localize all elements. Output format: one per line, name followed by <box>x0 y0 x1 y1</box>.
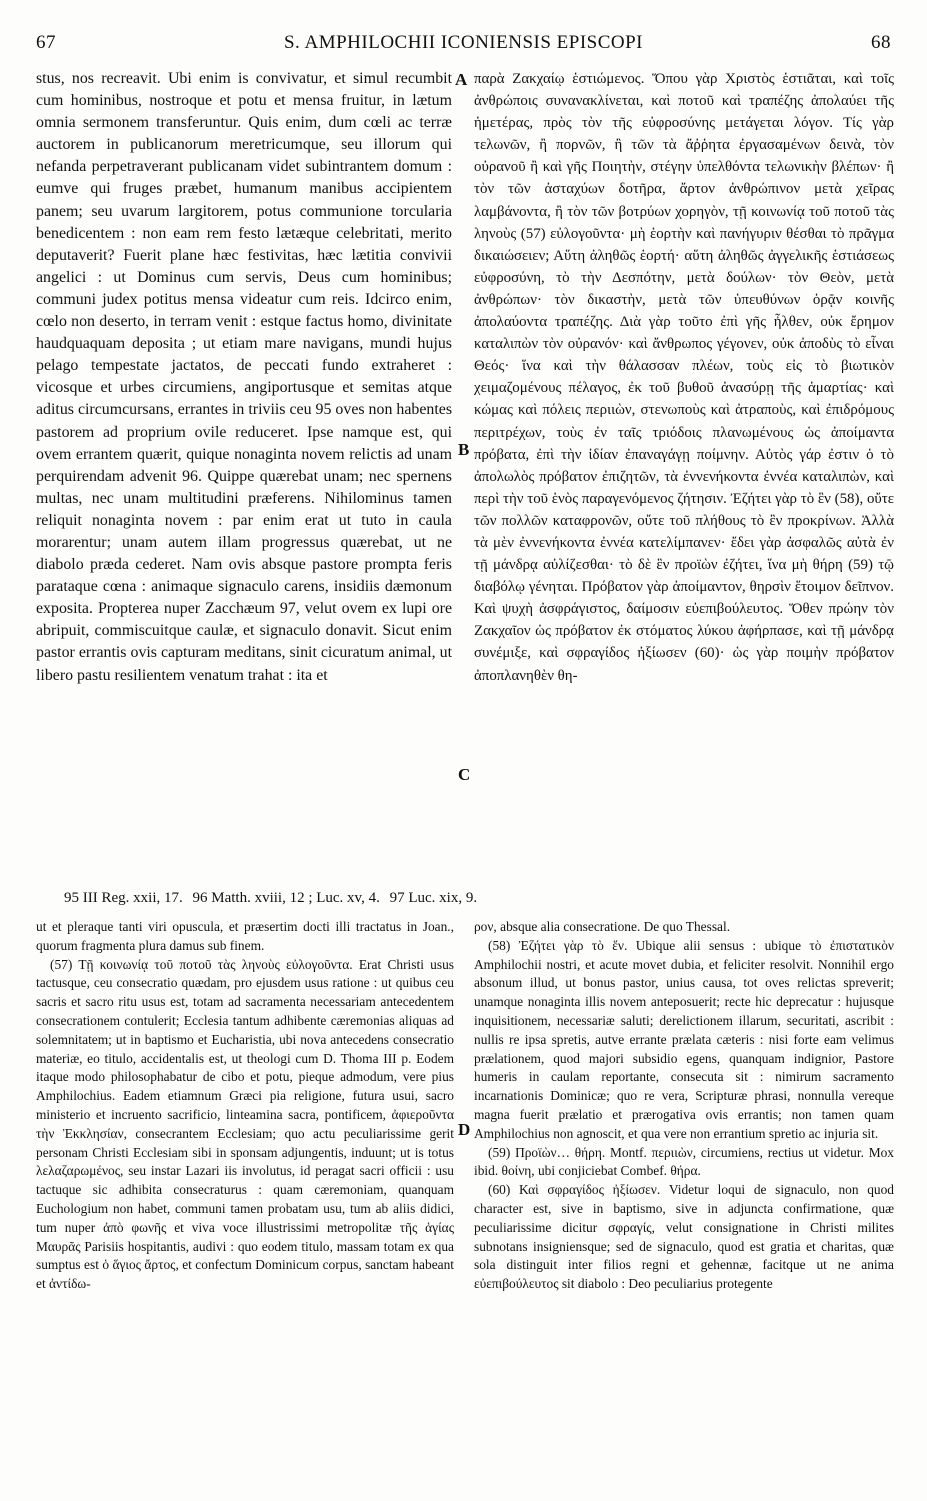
note-continuation-right: ρον, absque alia consecratione. De quo Thessal. <box>474 919 731 934</box>
latin-paragraph: stus, nos recreavit. Ubi enim is convivatur, et simul recumbit cum hominibus, nostroque et potu et mensa fruitur, in lætum omnia sermonem transferuntur. Quis enim, dum cœli ac terræ auctorem in publicanorum meretricumque, seu illorum qui nefanda perpetraverant publicanam videt subintrantem domum : eumve qui fruges præbet, humanum manibus accipientem panem; seu uvarum largitorem, potus communione torcularia benedicentem : non eam rem festo lætæque celebritati, merito deputaverit? Fuerit plane hæc festivitas, hæc lætitia convivii angelici : ut Dominus cum servis, Deus cum hominibus; communi judex potitus mensa videatur cum reis. Idcirco enim, cœlo non deserto, in terram venit : estque factus homo, divinitate haudquaquam deposita ; ut etiam mare navigans, mundi hujus pelago tempestate jactatos, de peccati fundo extraheret : vicosque et urbes circumiens, angiportusque et semitas atque aditus circumcursans, errantes in triviis ceu 95 oves non habentes pastorem ad proprium ovile reduceret. Ipse namque est, qui ovem errantem quærit, quique nonaginta novem relictis ad unam perquirendam advenit 96. Quippe quærebat unam; nec spernens multas, nec unam multitudini præferens. Nihilominus tamen reliquit nonaginta novem : par enim erat ut tuto in caula morarentur; unam autem illam progressus quærebat, ut ne diabolo præda cederet. Nam ovis absque pastore prompta feris parataque cœna : animaque signaculo carens, insidiis dæmonum exposita. Propterea nuper Zacchæum 97, velut ovem ex lupi ore abripuit, commiscuitque caulæ, et signaculo donavit. Sicut enim pastor errantis ovis capturam meditans, sinit cicuratum animal, ut libero pastu resilientem venatum trahat : ita et <box>36 70 452 684</box>
footnote-95: 95 III Reg. xxii, 17. <box>64 890 183 906</box>
note-57: (57) Τῇ κοινωνίᾳ τοῦ ποτοῦ τὰς ληνοὺς εὐλογοῦντα. Erat Christi usus tactusque, ceu consecratio quædam, pro ejusdem usus ratione : ut quibus ceu sacris et sacro ritu usus est, totam ad sacramenta necessariam antecedentem consecrationem contulerit; Ecclesia tantum adhibente cæremonias aliquas ad solemnitatem; ut in baptismo et Eucharistia, ubi nova antecedens consecratio materiæ, eo titulo, accidentalis est, ut theologi cum D. Thoma III p. Eodem itaque modo philosophabatur de cibo et potu, pieque admodum, vere pius Amphilochius. Eadem etiamnum Græci pia religione, futura usui, sacro ministerio et incruento sacrificio, linteamina sacra, pontificem, ἀφιεροῦντα τὴν Ἐκκλησίαν, consecrantem Ecclesiam; quo actu peculiarissime gerit personam Christi Ecclesiam sibi in sponsam adjungentis, induunt; ut is totus λελαζαρωμένος, seu instar Lazari iis involutus, id peragat sacri officii : usu tactuque sic adhibita consecraturus : quam cæremoniam, quanquam Euchologium non habet, communi tamen probatam usu, tum ab aliis didici, tum nuper ἀπὸ φωνῆς et viva voce illustrissimi metropolitæ τῆς ἁγίας Μαυρᾶς Parisiis hospitantis, audivi : quo eodem titulo, massam totam ex qua sumptus est ὁ ἅγιος ἄρτος, et confectum Dominicum corpus, sanctam habeant et ἀντίδω- <box>36 956 454 1292</box>
page-header <box>36 30 891 60</box>
note-59: (59) Προϊὼν… θήρη. Montf. περιιὼν, circumiens, rectius ut videtur. Mox ibid. θοίνη, ubi conjiciebat Combef. θήρα. <box>474 1144 894 1179</box>
notes-right-column <box>474 918 894 1480</box>
margin-letter-c: C <box>458 765 471 784</box>
footnote-97: 97 Luc. xix, 9. <box>389 890 478 906</box>
note-58: (58) Ἐζήτει γὰρ τὸ ἕν. Ubique alii sensus : ubique τὸ ἐπιστατικὸν Amphilochii nostri, et acute movet dubia, et feliciter resolvit. Nonnihil ergo absonum illud, ut bonus pastor, unius causa, tot oves relictas spreverit; unamque nonaginta illis novem anteposuerit; recte hic deprecatur : hujusque inquisitionem, necessariæ saluti; derelictionem illarum, securitati, ascribit : nullis re ipsa spretis, autve errante prælata cæteris : nisi forte eam velimus prælationem, quod majori subsidio egens, quanquam indignior, Pastore humeris in caulam reportante, consecuta sit : nimirum sacramento incarnationis Dominicæ; quo re vera, Scripturæ phrasi, nonnulla vereque magna fuerit prælatio et prærogativa ovis errantis; non tamen quam Amphilochius non agnoscit, et qua vere non errantium spretio ac injuria sit. <box>474 937 894 1141</box>
greek-paragraph: παρὰ Ζακχαίῳ ἑστιώμενος. Ὅπου γὰρ Χριστὸς ἑστιᾶται, καὶ τοῖς ἀνθρώποις συνανακλίνεται, καὶ ποτοῦ καὶ τραπέζης ἀπολαύει τῆς ἡμετέρας, πρὸς τὸν τῆς εὐφροσύνης μετάγεται λόγον. Τίς γὰρ τελωνῶν, ἢ πορνῶν, ἢ τῶν τὰ ἄῤῥητα ἐργασαμένων δεινὰ, τὸν οὐρανοῦ ἢ καὶ γῆς Ποιητὴν, στέγην ὑπελθόντα τελωνικὴν βλέπων· ἢ τὸν τῶν ἀσταχύων δοτῆρα, ἄρτον ἀνθρώπινον μετὰ χεῖρας λαμβάνοντα, ἢ τὸν τῶν βοτρύων χορηγὸν, τῇ κοινωνίᾳ τοῦ ποτοῦ τὰς ληνοὺς (57) εὐλογοῦντα· μὴ ἑορτὴν καὶ πανήγυριν θέσθαι τὸ πρᾶγμα δικαιώσειεν; Αὕτη ἀληθῶς ἑορτή· αὕτη ἀληθῶς ἀγγελικῆς ἑστιάσεως εὐφροσύνη, τὸ τὴν Δεσπότην, μετὰ δούλων· τὸν Θεὸν, μετὰ ἀνθρώπων· τὸν δικαστὴν, μετὰ τῶν ὑπευθύνων ὁρᾷν κοινῆς ἀπολαύοντα τραπέζης. Διὰ γὰρ τοῦτο ἐπὶ γῆς ἦλθεν, οὐκ ἔρημον καταλιπὼν τὸν οὐρανόν· καὶ ἄνθρωπος γέγονεν, οὐκ ἀποδὺς τὸ εἶναι Θεός· ἵνα καὶ τὴν θάλασσαν πλέων, τοὺς εἰς τὸ βιωτικὸν χειμαζομένους πέλαγος, ἐκ τοῦ βυθοῦ ἀνασύρῃ τῆς ἁμαρτίας· καὶ κώμας καὶ πόλεις περιιὼν, στενωποὺς καὶ ἀτραποὺς, καὶ ἐπιδρόμους περιτρέχων, τοὺς ἐν ταῖς τριόδοις πλανωμένους ὡς ἀποίμαντα πρόβατα, ἐπὶ τὴν ἰδίαν ἐπαναγάγῃ ποίμνην. Αὐτὸς γάρ ἐστιν ὁ τὸ ἀπολωλὸς πρόβατον ἐπιζητῶν, τὰ ἐννενήκοντα ἐννέα καταλιπὼν, καὶ περὶ τὴν τοῦ ἑνὸς παραγενόμενος ζήτησιν. Ἐζήτει γὰρ τὸ ἓν (58), οὔτε τῶν πολλῶν καταφρονῶν, οὔτε τοῦ πλήθους τὸ ἓν προκρίνων. Ἀλλὰ τὰ μὲν ἐννενήκοντα ἐννέα κατελίμπανεν· ἔδει γὰρ ἀσφαλῶς αὐτὰ ἐν τῇ μάνδρᾳ αὐλίζεσθαι· τὸ δὲ ἓν προϊὼν ἐζήτει, ἵνα μὴ θήρη (59) τῷ διαβόλῳ γένηται. Πρόβατον γὰρ ἀποίμαντον, θηρσὶν ἕτοιμον δεῖπνον. Καὶ ψυχὴ ἀσφράγιστος, δαίμοσιν εὐεπιβούλευτος. Ὅθεν πρώην τὸν Ζακχαῖον ὡς πρόβατον ἐκ στόματος λύκου ἁφήρπασε, καὶ τῇ μάνδρᾳ συνέμιξε, καὶ σφραγίδος ἠξίωσεν (60)· ὡς γὰρ ποιμὴν πρόβατον ἀποπλανηθὲν θη- <box>474 71 894 684</box>
page-number-right: 68 <box>871 32 891 53</box>
running-title: S. AMPHILOCHII ICONIENSIS EPISCOPI <box>283 32 644 53</box>
notes-left-column <box>36 918 454 1480</box>
margin-letter-a: A <box>455 70 468 89</box>
note-60: (60) Καὶ σφραγίδος ἠξίωσεν. Videtur loqui de signaculo, non quod character est, sive in baptismo, sive in adjuncta confirmatione, quæ peculiarissime dicitur σφραγίς, velut consignatione in Christi milites subnotans insigniensque; sed de signaculo, quod est gratia et charitas, quæ sola distinguit inter filios regni et gehennæ, facitque ut ne anima εὐεπιβούλευτος sit diabolo : Deo peculiarius protegente <box>474 1182 894 1292</box>
footnote-96: 96 Matth. xviii, 12 ; Luc. xv, 4. <box>192 890 380 906</box>
note-continuation: ut et pleraque tanti viri opuscula, et præsertim docti illi tractatus in Joan., quorum fragmenta plura damus sub finem. <box>36 919 454 953</box>
margin-letter-d: D <box>458 1120 471 1139</box>
greek-text-column <box>474 68 894 888</box>
scripture-footnotes <box>64 890 904 907</box>
page-number-left: 67 <box>36 32 56 53</box>
latin-text-column <box>36 68 452 888</box>
margin-letter-b: B <box>458 440 470 459</box>
